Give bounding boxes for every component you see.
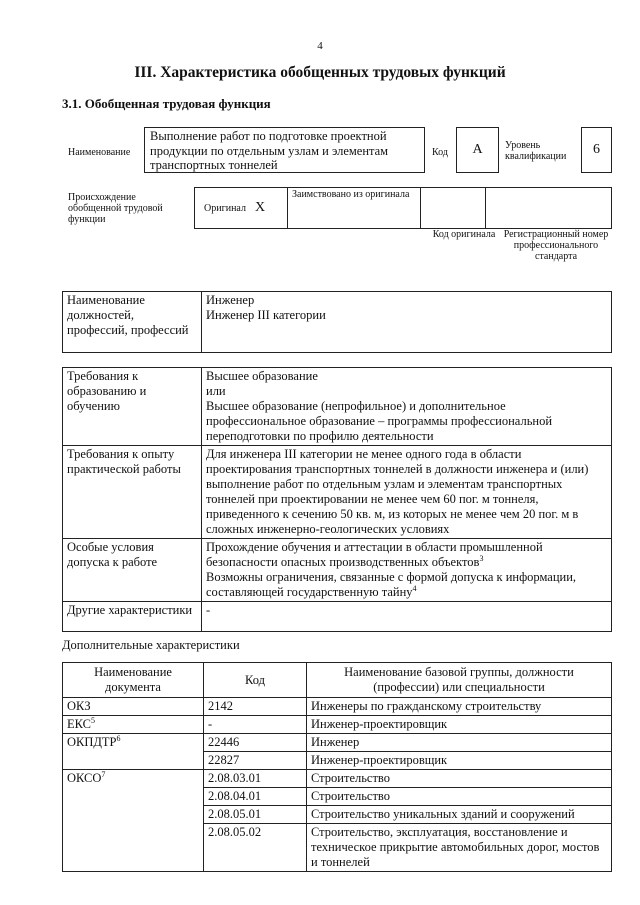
borrowed-label: Заимствовано из оригинала [292, 189, 410, 200]
positions-label: Наименование должностей, профессий, профессий [63, 292, 202, 353]
doc-name: ЕКС [67, 717, 91, 731]
positions-table [62, 291, 612, 353]
footnote-mark: 5 [91, 715, 95, 725]
positions-values [202, 292, 612, 353]
req-line [206, 570, 607, 600]
code-value: А [472, 142, 483, 157]
origin-table [194, 187, 612, 229]
name-cell: Строительство [307, 770, 612, 788]
code-original-cell [421, 188, 486, 229]
code-original-caption: Код оригинала [432, 229, 496, 240]
footnote-mark: 6 [116, 733, 121, 743]
code-label: Код [432, 147, 448, 158]
subsection-title: 3.1. Обобщенная трудовая функция [62, 96, 271, 111]
code-cell: 2.08.03.01 [204, 770, 307, 788]
level-label: Уровень квалификации [505, 140, 567, 162]
req-line: - [206, 603, 211, 617]
req-line [206, 540, 607, 570]
req-line: или [206, 384, 226, 398]
name-cell: Инженер-проектировщик [307, 716, 612, 734]
name-label: Наименование [68, 147, 131, 158]
original-cell [195, 188, 288, 229]
reg-number-cell [486, 188, 612, 229]
other-values [202, 602, 612, 632]
code-cell: 2142 [204, 698, 307, 716]
origin-label: Происхождение обобщенной трудовой функции [68, 192, 163, 225]
header-document: Наименование документа [63, 663, 204, 698]
req-line: Высшее образование (непрофильное) и дополнительное профессиональное образование – программы профессиональной переподготовки по профилю деятельности [206, 399, 553, 443]
footnote-mark: 4 [412, 583, 417, 593]
code-cell: 22446 [204, 734, 307, 752]
name-cell: Инженеры по гражданскому строительству [307, 698, 612, 716]
code-cell: - [204, 716, 307, 734]
req-line-text: Прохождение обучения и аттестации в области промышленной безопасности опасных производственных объектов [206, 540, 543, 569]
code-cell: 22827 [204, 752, 307, 770]
additional-title: Дополнительные характеристики [62, 638, 240, 652]
name-cell: Инженер-проектировщик [307, 752, 612, 770]
page-number: 4 [317, 40, 323, 52]
header-code: Код [204, 663, 307, 698]
code-cell: 2.08.05.01 [204, 806, 307, 824]
requirements-table [62, 367, 612, 632]
original-mark: Х [255, 200, 266, 215]
function-name-value: Выполнение работ по подготовке проектной продукции по отдельным узлам и элементам транспортных тоннелей [150, 129, 389, 172]
reg-number-caption: Регистрационный номер профессионального стандарта [503, 229, 609, 262]
doc-cell [63, 734, 204, 770]
footnote-mark: 3 [479, 553, 484, 563]
original-label: Оригинал [204, 203, 246, 214]
header-name: Наименование базовой группы, должности (профессии) или специальности [307, 663, 612, 698]
special-conditions-label: Особые условия допуска к работе [63, 539, 202, 602]
education-label: Требования к образованию и обучению [63, 368, 202, 446]
doc-cell [63, 770, 204, 872]
req-line: Высшее образование [206, 369, 318, 383]
level-value: 6 [593, 142, 600, 157]
experience-label: Требования к опыту практической работы [63, 446, 202, 539]
name-cell: Строительство [307, 788, 612, 806]
position-item: Инженер [206, 293, 255, 307]
experience-values [202, 446, 612, 539]
other-label: Другие характеристики [63, 602, 202, 632]
function-name-box [144, 127, 425, 173]
code-cell: 2.08.04.01 [204, 788, 307, 806]
code-value-box [456, 127, 499, 173]
level-value-box [581, 127, 612, 173]
name-cell: Строительство уникальных зданий и сооружений [307, 806, 612, 824]
code-cell: 2.08.05.02 [204, 824, 307, 872]
footnote-mark: 7 [101, 769, 106, 779]
name-cell: Инженер [307, 734, 612, 752]
additional-table [62, 662, 612, 872]
education-values [202, 368, 612, 446]
req-line-text: Возможны ограничения, связанные с формой допуска к информации, составляющей государственную тайну [206, 570, 577, 599]
doc-name: ОКСО [67, 771, 102, 785]
req-line: Для инженера III категории не менее одного года в области проектирования транспортных тоннелей в должности инженера и (или) выполнение работ по отдельным узлам и элементам транспортных тоннелей при проектировании не менее чем 60 пог. м тоннеля, приведенного к сечению 50 кв. м, из которых не менее чем 20 пог. м в сложных инженерно-геологических условиях [206, 447, 589, 536]
position-item: Инженер III категории [206, 308, 326, 322]
doc-cell [63, 698, 204, 716]
doc-name: ОКПДТР [67, 735, 117, 749]
name-cell: Строительство, эксплуатация, восстановление и техническое прикрытие автомобильных дорог, мостов и тоннелей [307, 824, 612, 872]
special-conditions-values [202, 539, 612, 602]
borrowed-cell [288, 188, 421, 229]
doc-name: ОКЗ [67, 699, 91, 713]
section-title: III. Характеристика обобщенных трудовых функций [134, 64, 506, 81]
doc-cell [63, 716, 204, 734]
